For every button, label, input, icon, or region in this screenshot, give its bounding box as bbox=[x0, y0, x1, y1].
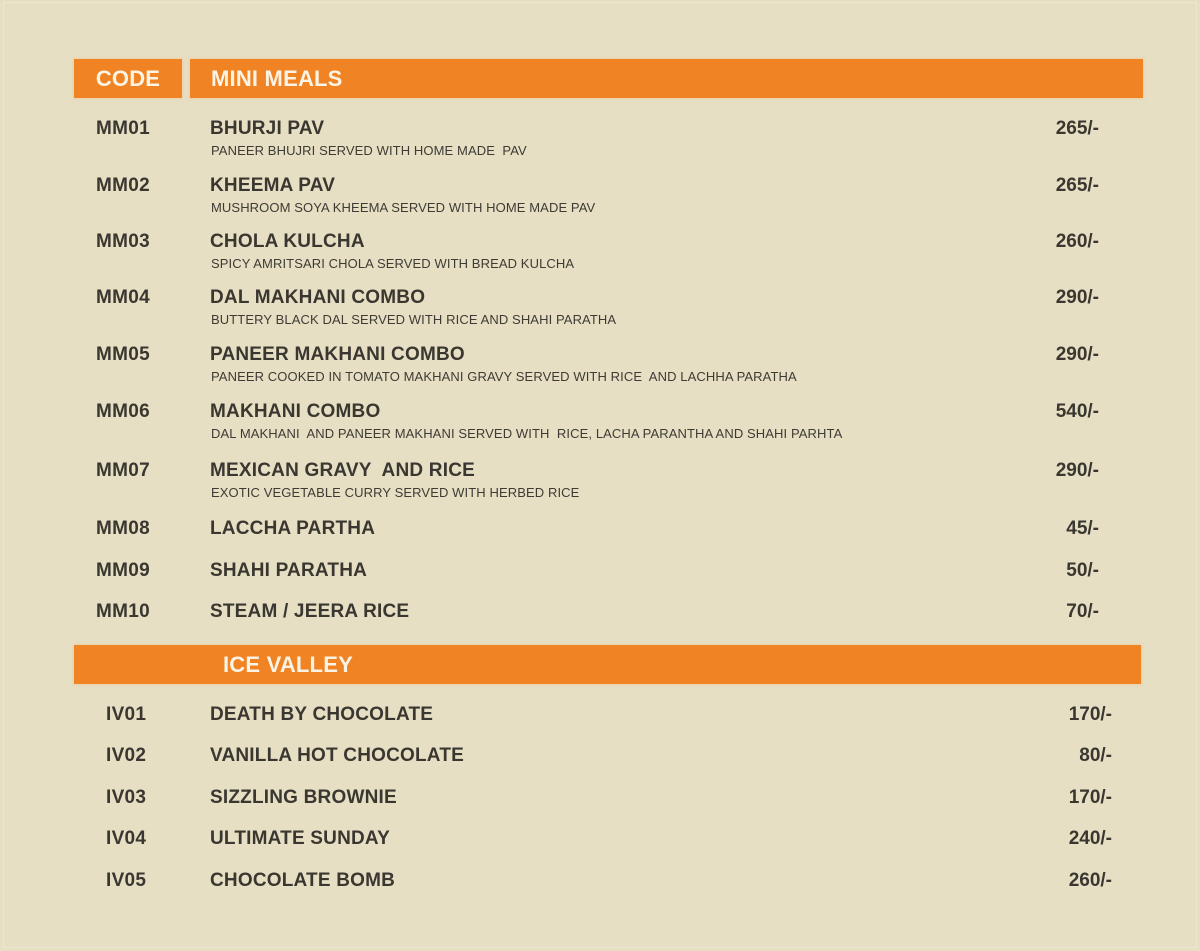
item-name: KHEEMA PAV bbox=[210, 175, 336, 196]
item-name: DEATH BY CHOCOLATE bbox=[210, 704, 434, 725]
item-code: MM07 bbox=[96, 460, 150, 481]
item-price: 240/- bbox=[1068, 828, 1112, 849]
mini-meals-header-label: MINI MEALS bbox=[211, 65, 343, 91]
item-name: STEAM / JEERA RICE bbox=[210, 601, 410, 622]
item-name: CHOLA KULCHA bbox=[210, 231, 365, 252]
item-description: MUSHROOM SOYA KHEEMA SERVED WITH HOME MADE PAV bbox=[211, 200, 596, 215]
item-code: MM04 bbox=[96, 287, 150, 308]
code-header-label: CODE bbox=[95, 65, 161, 91]
item-code: MM09 bbox=[96, 560, 150, 581]
item-code: IV03 bbox=[106, 787, 147, 808]
item-code: IV05 bbox=[106, 870, 147, 891]
item-price: 290/- bbox=[1055, 460, 1099, 481]
item-price: 540/- bbox=[1055, 401, 1099, 422]
item-code: IV02 bbox=[106, 745, 147, 766]
mini-meals-section-header bbox=[190, 59, 1143, 98]
item-description: PANEER COOKED IN TOMATO MAKHANI GRAVY SERVED WITH RICE AND LACHHA PARATHA bbox=[211, 369, 797, 384]
item-code: MM06 bbox=[96, 401, 150, 422]
item-price: 290/- bbox=[1055, 344, 1099, 365]
item-name: DAL MAKHANI COMBO bbox=[210, 287, 426, 308]
item-name: MAKHANI COMBO bbox=[210, 401, 381, 422]
item-name: ULTIMATE SUNDAY bbox=[210, 828, 390, 849]
item-price: 265/- bbox=[1055, 175, 1099, 196]
item-name: PANEER MAKHANI COMBO bbox=[210, 344, 465, 365]
item-code: MM05 bbox=[96, 344, 150, 365]
item-description: DAL MAKHANI AND PANEER MAKHANI SERVED WITH RICE, LACHA PARANTHA AND SHAHI PARHTA bbox=[211, 426, 843, 441]
item-description: PANEER BHUJRI SERVED WITH HOME MADE PAV bbox=[211, 143, 527, 158]
item-description: SPICY AMRITSARI CHOLA SERVED WITH BREAD KULCHA bbox=[211, 256, 575, 271]
item-code: MM02 bbox=[96, 175, 150, 196]
item-name: SHAHI PARATHA bbox=[210, 560, 368, 581]
item-name: LACCHA PARTHA bbox=[210, 518, 376, 539]
item-price: 50/- bbox=[1066, 560, 1099, 581]
item-description: EXOTIC VEGETABLE CURRY SERVED WITH HERBED RICE bbox=[211, 485, 580, 500]
item-price: 170/- bbox=[1068, 787, 1112, 808]
item-code: MM10 bbox=[96, 601, 150, 622]
item-code: MM01 bbox=[96, 118, 150, 139]
item-price: 170/- bbox=[1068, 704, 1112, 725]
item-description: BUTTERY BLACK DAL SERVED WITH RICE AND SHAHI PARATHA bbox=[211, 312, 617, 327]
item-price: 80/- bbox=[1079, 745, 1112, 766]
item-name: VANILLA HOT CHOCOLATE bbox=[210, 745, 464, 766]
item-name: BHURJI PAV bbox=[210, 118, 325, 139]
ice-valley-header-label: ICE VALLEY bbox=[223, 651, 353, 677]
item-price: 260/- bbox=[1055, 231, 1099, 252]
item-price: 70/- bbox=[1066, 601, 1099, 622]
item-code: MM03 bbox=[96, 231, 150, 252]
item-price: 45/- bbox=[1066, 518, 1099, 539]
item-name: MEXICAN GRAVY AND RICE bbox=[210, 460, 475, 481]
item-code: IV01 bbox=[106, 704, 147, 725]
code-column-header bbox=[74, 59, 182, 98]
item-name: SIZZLING BROWNIE bbox=[210, 787, 397, 808]
item-name: CHOCOLATE BOMB bbox=[210, 870, 396, 891]
item-code: IV04 bbox=[106, 828, 147, 849]
item-price: 290/- bbox=[1055, 287, 1099, 308]
item-code: MM08 bbox=[96, 518, 150, 539]
ice-valley-section-header bbox=[74, 645, 1141, 684]
item-price: 260/- bbox=[1068, 870, 1112, 891]
item-price: 265/- bbox=[1055, 118, 1099, 139]
